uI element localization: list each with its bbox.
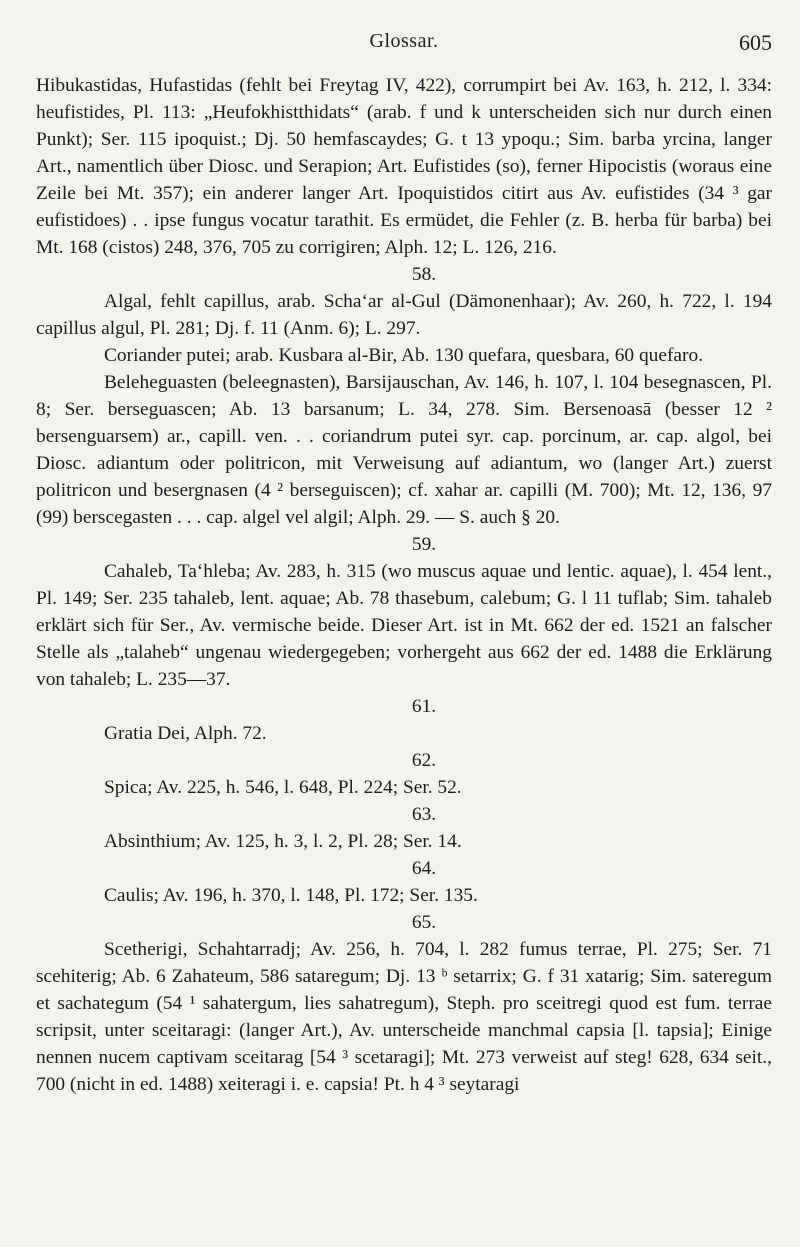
glossary-entry-coriander-putei: Coriander putei; arab. Kusbara al-Bir, Ab. 130 quefara, quesbara, 60 quefaro.: [104, 345, 704, 366]
glossary-entry-hibukastidas: Hibukastidas, Hufastidas (fehlt bei Freytag IV, 422), corrumpirt bei Av. 163, h. 212, l. 334: heufistides, Pl. 113: „Heufokhistthidats“ (arab. f und k unterscheiden sich nur durch einen Punkt); Ser. 115 ipoquist.; Dj. 50 hemfascaydes; G. t 13 ypoqu.; Sim. barba yrcina, langer Art., namentlich über Diosc. und Serapion; Art. Eufistides (so), ferner Hipocistis (woraus eine Zeile bei Mt. 357); ein anderer langer Art. Ipoquistidos citirt aus Av. eufistides (34 ³ gar eufistidoes) . . ipse fungus vocatur tarathit. Es ermüdet, die Fehler (z. B. herba für barba) bei Mt. 168 (cistos) 248, 376, 705 zu corrigiren; Alph. 12; L. 126, 216.: [36, 75, 772, 258]
glossary-entry-gratia-dei: Gratia Dei, Alph. 72.: [104, 723, 267, 744]
section-number-64: 64.: [411, 858, 437, 879]
glossary-entry-spica: Spica; Av. 225, h. 546, l. 648, Pl. 224; Ser. 52.: [104, 777, 462, 798]
section-number-58: 58.: [411, 264, 437, 285]
glossary-entry-scetherigi: Scetherigi, Schahtarradj; Av. 256, h. 704, l. 282 fumus terrae, Pl. 275; Ser. 71 scehiterig; Ab. 6 Zahateum, 586 sataregum; Dj. 13 ᵇ setarrix; G. f 31 xatarig; Sim. sateregum et sachategum (54 ¹ sahatergum, lies sahatregum), Steph. pro sceitregi quod est fum. terrae scripsit, unter sceitaragi: (langer Art.), Av. unterscheide manchmal capsia [l. tapsia]; Einige nennen nucem captivam sceitarag [54 ³ scetaragi]; Mt. 273 verweist auf steg! 628, 634 seit., 700 (nicht in ed. 1488) xeiteragi i. e. capsia! Pt. h 4 ³ seytaragi: [36, 939, 772, 1095]
section-number-63: 63.: [411, 804, 437, 825]
page-header: [36, 30, 772, 62]
section-number-61: 61.: [411, 696, 437, 717]
running-title: Glossar.: [369, 30, 439, 52]
glossary-entry-cahaleb: Cahaleb, Ta‘hleba; Av. 283, h. 315 (wo muscus aquae und lentic. aquae), l. 454 lent., Pl. 149; Ser. 235 tahaleb, lent. aquae; Ab. 78 thasebum, calebum; G. l 11 tuflab; Sim. tahaleb erklärt sich für Ser., Av. vermische beide. Dieser Art. ist in Mt. 662 der ed. 1521 an falscher Stelle als „talaheb“ ungenau wiedergegeben; vorhergeht aus 662 der ed. 1488 die Erklärung von tahaleb; L. 235—37.: [36, 561, 772, 690]
glossary-entry-beleheguasten: Beleheguasten (beleegnasten), Barsijauschan, Av. 146, h. 107, l. 104 besegnascen, Pl. 8; Ser. berseguascen; Ab. 13 barsanum; L. 34, 278. Sim. Bersenoasā (besser 12 ² bersenguarsem) ar., capill. ven. . . coriandrum putei syr. cap. porcinum, ar. cap. algol, bei Diosc. adiantum oder politricon, mit Verweisung auf adiantum, wo (langer Art.) zuerst politricon und besergnasen (4 ² berseguiscen); cf. xahar ar. capilli (M. 700); Mt. 12, 136, 97 (99) berscegasten . . . cap. algel vel algil; Alph. 29. — S. auch § 20.: [36, 372, 772, 528]
glossary-entry-absinthium: Absinthium; Av. 125, h. 3, l. 2, Pl. 28; Ser. 14.: [104, 831, 462, 852]
glossary-entry-caulis: Caulis; Av. 196, h. 370, l. 148, Pl. 172; Ser. 135.: [104, 885, 478, 906]
page-number: 605: [739, 30, 772, 55]
glossary-body: [36, 72, 772, 1098]
section-number-65: 65.: [411, 912, 437, 933]
section-number-59: 59.: [411, 534, 437, 555]
glossary-entry-algal: Algal, fehlt capillus, arab. Scha‘ar al-Gul (Dämonenhaar); Av. 260, h. 722, l. 194 capillus algul, Pl. 281; Dj. f. 11 (Anm. 6); L. 297.: [36, 291, 772, 339]
section-number-62: 62.: [411, 750, 437, 771]
